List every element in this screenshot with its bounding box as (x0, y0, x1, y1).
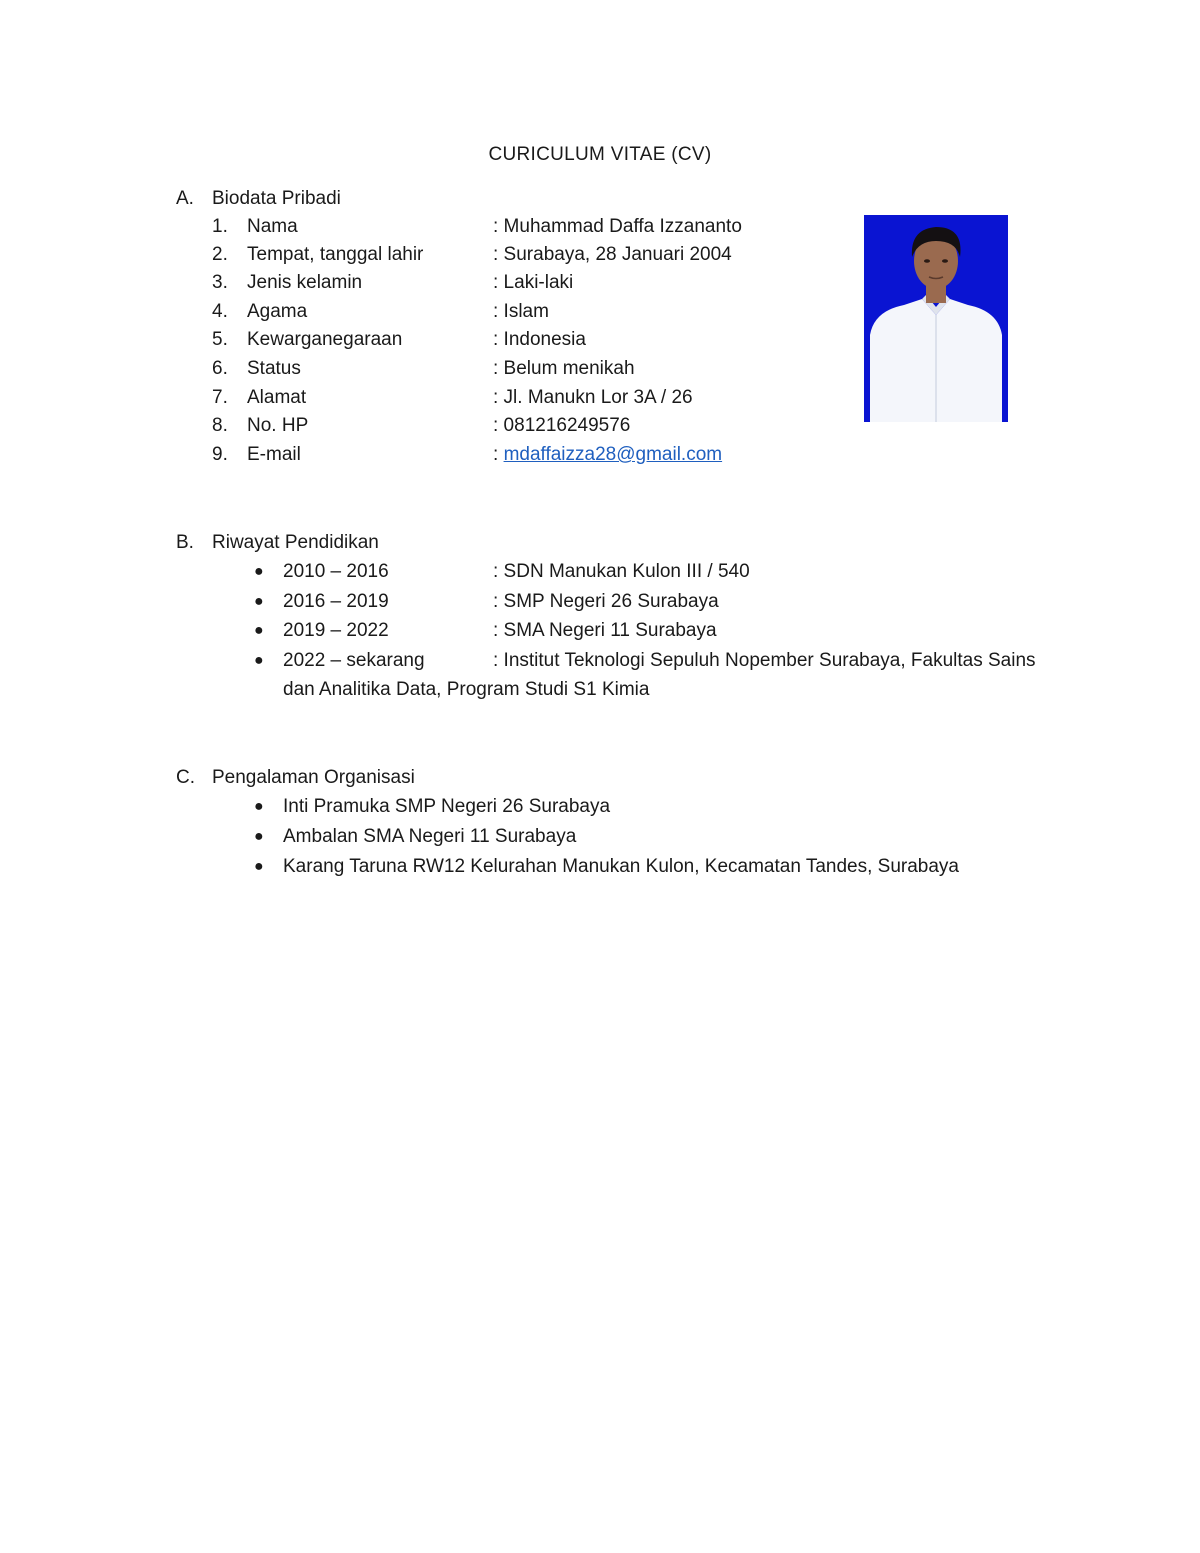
item-label: Alamat (247, 387, 307, 408)
section-education-heading (176, 529, 379, 557)
item-label: Kewarganegaraan (247, 329, 403, 350)
section-letter: B. (176, 532, 194, 553)
item-number: 2. (212, 244, 228, 265)
item-label: Tempat, tanggal lahir (247, 244, 424, 265)
section-biodata-heading (176, 185, 341, 213)
education-years: 2016 – 2019 (283, 591, 389, 612)
bullet-icon: ● (254, 622, 264, 639)
item-number: 8. (212, 415, 228, 436)
item-value: : Surabaya, 28 Januari 2004 (493, 244, 732, 265)
bullet-icon: ● (254, 858, 264, 875)
item-number: 9. (212, 444, 228, 465)
bullet-icon: ● (254, 563, 264, 580)
bullet-icon: ● (254, 828, 264, 845)
section-title: Riwayat Pendidikan (212, 532, 379, 553)
item-value: : Muhammad Daffa Izzananto (493, 216, 742, 237)
section-letter: C. (176, 767, 195, 788)
item-value: : Jl. Manukn Lor 3A / 26 (493, 387, 693, 408)
organization-name: Ambalan SMA Negeri 11 Surabaya (283, 826, 577, 847)
education-years: 2019 – 2022 (283, 620, 389, 641)
photo-eye-left (924, 259, 930, 263)
item-label: Status (247, 358, 301, 379)
education-school: : SDN Manukan Kulon III / 540 (493, 561, 750, 582)
education-years: 2022 – sekarang (283, 650, 425, 671)
item-value: : Laki-laki (493, 272, 574, 293)
section-title: Biodata Pribadi (212, 188, 341, 209)
item-label: No. HP (247, 415, 309, 436)
education-school: : SMA Negeri 11 Surabaya (493, 620, 717, 641)
education-school: : Institut Teknologi Sepuluh Nopember Surabaya, Fakultas Sains (493, 650, 1036, 671)
email-link[interactable]: mdaffaizza28@gmail.com (503, 444, 723, 465)
education-school: : SMP Negeri 26 Surabaya (493, 591, 719, 612)
item-label: Nama (247, 216, 298, 237)
photo-eye-right (942, 259, 948, 263)
bullet-icon: ● (254, 593, 264, 610)
item-value: : Islam (493, 301, 549, 322)
item-value: : Belum menikah (493, 358, 635, 379)
item-number: 7. (212, 387, 228, 408)
item-value: : Indonesia (493, 329, 586, 350)
section-organization-heading (176, 764, 415, 792)
email-colon: : (493, 444, 504, 465)
bullet-icon: ● (254, 798, 264, 815)
bullet-icon: ● (254, 652, 264, 669)
item-label: E-mail (247, 444, 301, 465)
item-number: 3. (212, 272, 228, 293)
item-number: 5. (212, 329, 228, 350)
profile-photo-drawing (864, 215, 1008, 422)
item-number: 6. (212, 358, 228, 379)
profile-photo (864, 215, 1008, 422)
item-label: Jenis kelamin (247, 272, 363, 293)
item-label: Agama (247, 301, 308, 322)
document-title: CURICULUM VITAE (CV) (488, 144, 712, 165)
section-title: Pengalaman Organisasi (212, 767, 415, 788)
organization-name: Karang Taruna RW12 Kelurahan Manukan Kulon, Kecamatan Tandes, Surabaya (283, 856, 960, 877)
item-value: : 081216249576 (493, 415, 631, 436)
item-value (493, 441, 722, 469)
education-school-continuation: dan Analitika Data, Program Studi S1 Kimia (283, 679, 650, 700)
education-years: 2010 – 2016 (283, 561, 389, 582)
item-number: 4. (212, 301, 228, 322)
item-number: 1. (212, 216, 228, 237)
section-letter: A. (176, 188, 194, 209)
organization-name: Inti Pramuka SMP Negeri 26 Surabaya (283, 796, 611, 817)
